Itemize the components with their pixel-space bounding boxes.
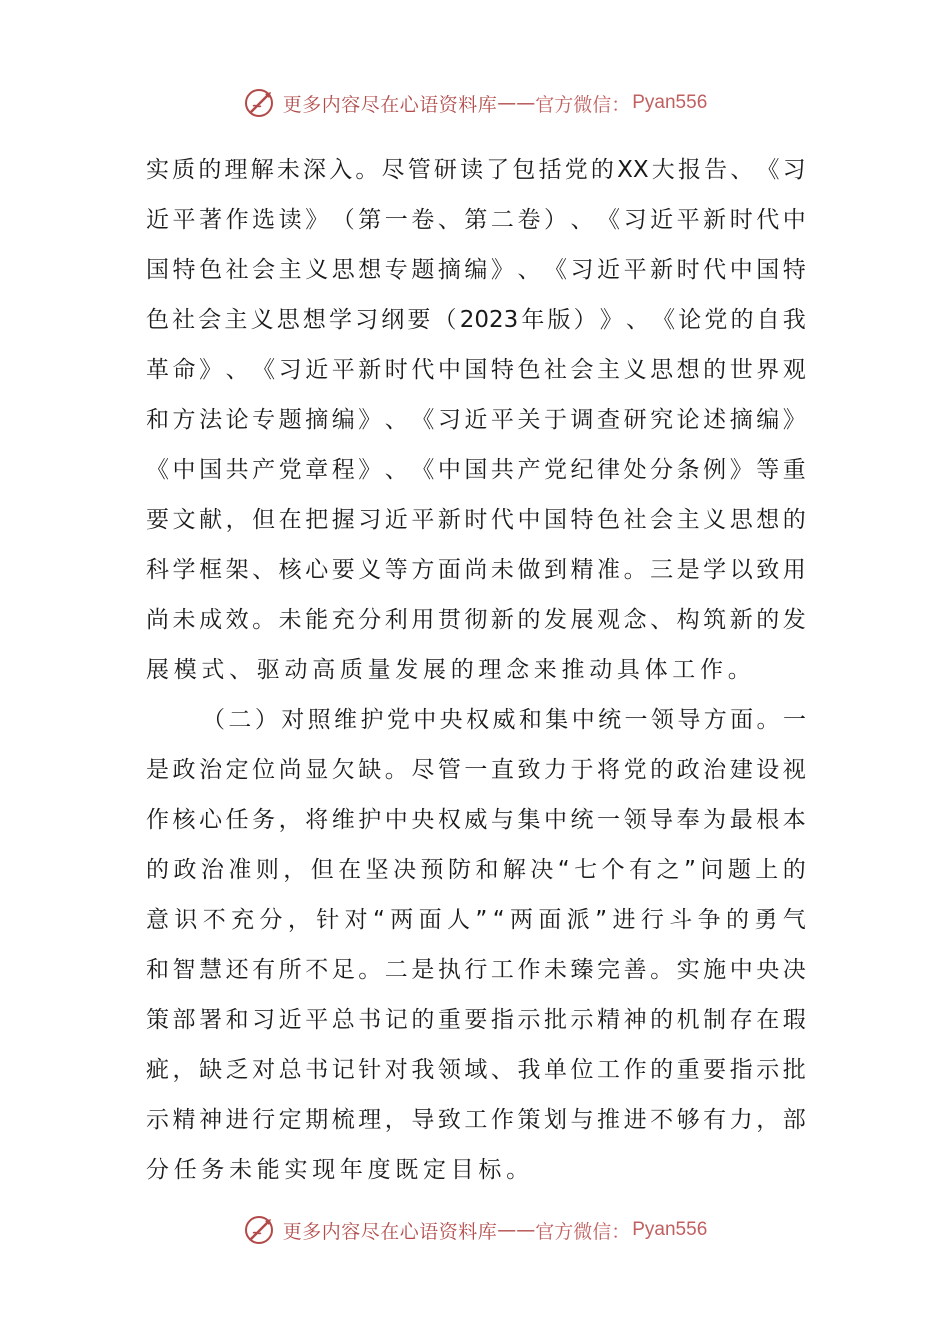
header-wechat-label: 官方微信： xyxy=(535,93,631,116)
body-line: 作 核 心 任 务 ， 将 维 护 中 央 权 威 与 集 中 统 一 领 导 奉 为 最 根 本 xyxy=(146,807,806,833)
body-line: 革 命 》 、 《 习 近 平 新 时 代 中 国 特 色 社 会 主 义 思 想 的 世 界 观 xyxy=(146,357,806,383)
header-brand-text: 更多内容尽在心语资料库 xyxy=(282,93,498,116)
pen-logo-icon xyxy=(243,1213,277,1247)
body-line: 色 社 会 主 义 思 想 学 习 纲 要 （ 2023 年 版 ） 》 、 《 论 党 的 自 我 xyxy=(146,307,806,333)
header-watermark-banner xyxy=(0,83,950,123)
body-line: 《 中 国 共 产 党 章 程 》 、 《 中 国 共 产 党 纪 律 处 分 条 例 》 等 重 xyxy=(146,457,806,483)
body-line: 国 特 色 社 会 主 义 思 想 专 题 摘 编 》 、 《 习 近 平 新 时 代 中 国 特 xyxy=(146,257,806,283)
body-line: 疵 ， 缺 乏 对 总 书 记 针 对 我 领 域 、 我 单 位 工 作 的 重 要 指 示 批 xyxy=(146,1057,806,1083)
body-line: 近 平 著 作 选 读 》 （ 第 一 卷 、 第 二 卷 ） 、 《 习 近 平 新 时 代 中 xyxy=(146,207,806,233)
header-wechat-id: Pyan556 xyxy=(632,92,708,113)
body-line: 策 部 署 和 习 近 平 总 书 记 的 重 要 指 示 批 示 精 神 的 机 制 存 在 瑕 xyxy=(146,1007,806,1033)
body-line: 科 学 框 架 、 核 心 要 义 等 方 面 尚 未 做 到 精 准 。 三 是 学 以 致 用 xyxy=(146,557,806,583)
body-line: 和 方 法 论 专 题 摘 编 》 、 《 习 近 平 关 于 调 查 研 究 论 述 摘 编 》 xyxy=(146,407,806,433)
body-line: 是 政 治 定 位 尚 显 欠 缺 。 尽 管 一 直 致 力 于 将 党 的 政 治 建 设 视 xyxy=(146,757,806,783)
section-heading-line: （ 二 ） 对 照 维 护 党 中 央 权 威 和 集 中 统 一 领 导 方 面 。 一 xyxy=(202,707,806,733)
footer-watermark-banner xyxy=(0,1210,950,1250)
footer-brand-text: 更多内容尽在心语资料库 xyxy=(282,1220,498,1243)
footer-dash: —— xyxy=(497,1219,536,1241)
body-line: 分任务未能实现年度既定目标。 xyxy=(146,1157,534,1183)
body-line: 展模式、驱动高质量发展的理念来推动具体工作。 xyxy=(146,657,756,683)
body-line: 示 精 神 进 行 定 期 梳 理 ， 导 致 工 作 策 划 与 推 进 不 够 有 力 ， 部 xyxy=(146,1107,806,1133)
body-line: 要 文 献 ， 但 在 把 握 习 近 平 新 时 代 中 国 特 色 社 会 主 义 思 想 的 xyxy=(146,507,806,533)
body-line: 实 质 的 理 解 未 深 入 。 尽 管 研 读 了 包 括 党 的 XX 大 报 告 、 《 习 xyxy=(146,157,806,183)
body-line: 的 政 治 准 则 ， 但 在 坚 决 预 防 和 解 决 “ 七 个 有 之 ” 问 题 上 的 xyxy=(146,857,806,883)
footer-wechat-id: Pyan556 xyxy=(632,1219,708,1240)
header-dash: —— xyxy=(497,92,536,114)
document-body xyxy=(146,145,806,1195)
body-line: 尚 未 成 效 。 未 能 充 分 利 用 贯 彻 新 的 发 展 观 念 、 构 筑 新 的 发 xyxy=(146,607,806,633)
pen-logo-icon xyxy=(243,86,277,120)
footer-wechat-label: 官方微信： xyxy=(535,1220,631,1243)
body-line: 和 智 慧 还 有 所 不 足 。 二 是 执 行 工 作 未 臻 完 善 。 实 施 中 央 决 xyxy=(146,957,806,983)
body-line: 意 识 不 充 分 ， 针 对 “ 两 面 人 ” “ 两 面 派 ” 进 行 斗 争 的 勇 气 xyxy=(146,907,806,933)
